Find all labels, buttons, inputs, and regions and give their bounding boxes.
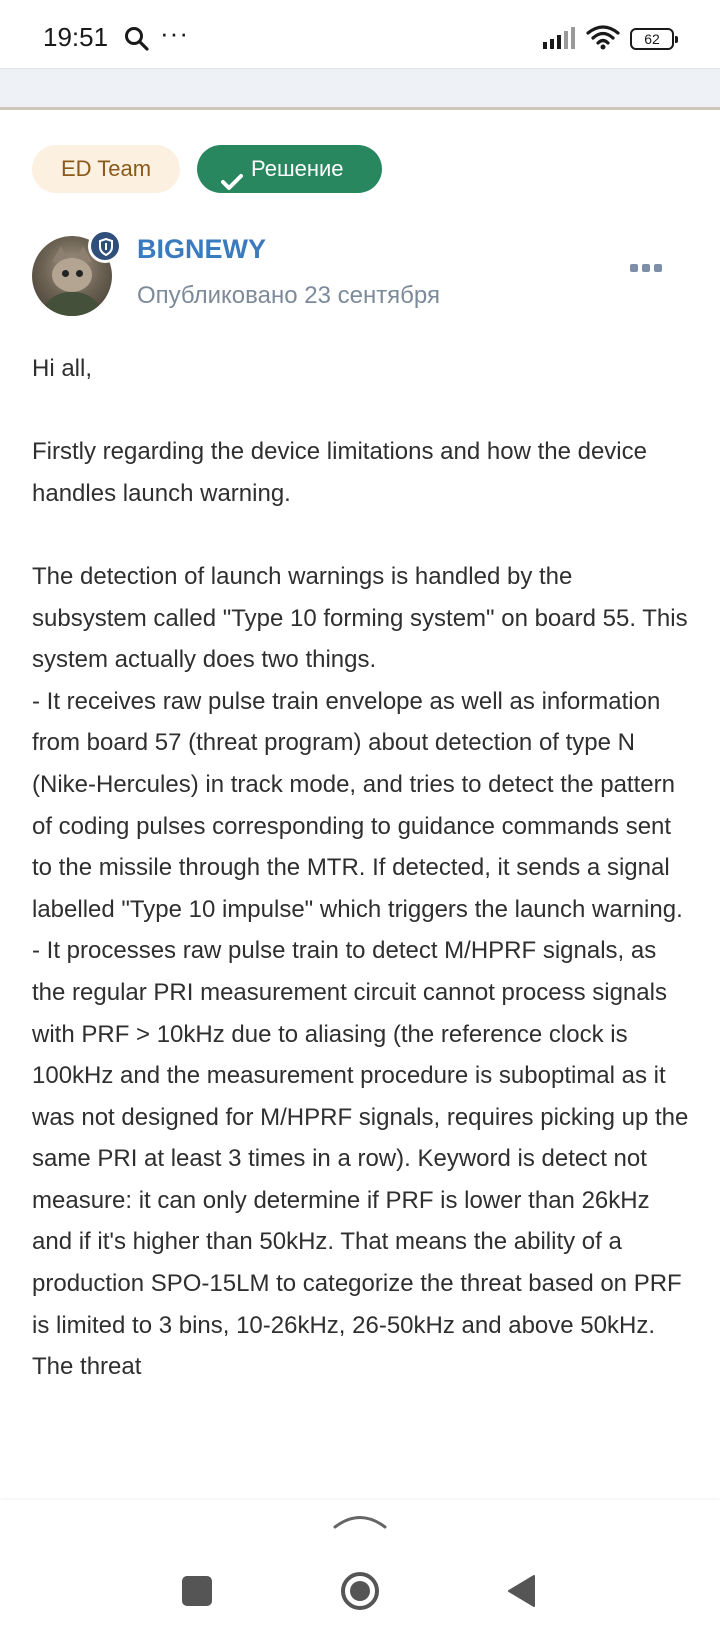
signal-icon [543,27,577,54]
search-icon[interactable] [124,26,150,52]
post-date: Опубликовано 23 сентября [137,282,440,309]
wifi-icon [586,24,620,55]
post-paragraph: The detection of launch warnings is handled by the subsystem called "Type 10 forming system" on board 55. This system actually does two things. [32,562,688,674]
up-chevron-icon[interactable] [333,1512,387,1535]
post-paragraph: Firstly regarding the device limitations and how the device handles launch warning. [32,438,647,507]
moderator-shield-icon [88,229,122,263]
author-name-link[interactable]: BIGNEWY [137,234,267,264]
header-band [0,68,720,110]
recents-square-icon[interactable] [182,1576,212,1606]
back-triangle-icon[interactable] [506,1574,536,1613]
post-paragraph: - It receives raw pulse train envelope as well as information from board 57 (threat program) about detection of type N (Nike-Hercules) in track mode, and tries to detect the pattern of coding pulses corresponding to guidance commands sent to the missile through the MTR. If detected, it sends a signal labelled "Type 10 impulse" which triggers the launch warning. [32,687,683,923]
post-paragraph: Hi all, [32,355,93,382]
solution-badge[interactable] [197,145,382,193]
home-circle-icon[interactable] [340,1571,380,1616]
battery-icon: 62 [630,28,674,50]
post-paragraph: - It processes raw pulse train to detect M/HPRF signals, as the regular PRI measurement circuit cannot process signals with PRF > 10kHz due to aliasing (the reference clock is 100kHz and the measurement procedure is suboptimal as it was not designed for M/HPRF signals, requires picking up the same PRI at least 3 times in a row). Keyword is detect not measure: it can only determine if PRF is lower than 26kHz and if it's higher than 50kHz. That means the ability of a production SPO-15LM to categorize the threat based on PRF is limited to 3 bins, 10-26kHz, 26-50kHz and above 50kHz. The threat [32,937,689,1381]
solution-label: Решение [251,156,344,181]
bottom-navigation [0,1500,720,1640]
team-badge: ED Team [32,145,180,193]
more-options-icon[interactable] [630,262,664,276]
post-content [32,348,692,1388]
status-bar [0,0,720,68]
status-time: 19:51 [43,22,109,52]
check-icon [221,160,243,208]
status-more-icon: ··· [160,18,189,48]
